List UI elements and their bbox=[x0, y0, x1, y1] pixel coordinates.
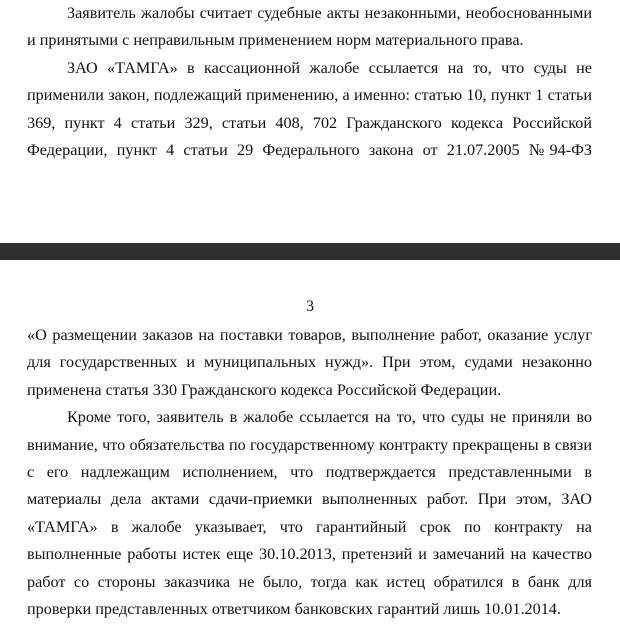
page-number: 3 bbox=[306, 298, 314, 315]
bottom-page-text bbox=[27, 322, 592, 623]
paragraph-applicant-opinion: Заявитель жалобы считает судебные акты незаконными, необоснованными и принятыми с неправильным применением норм материального права. bbox=[27, 4, 592, 50]
paragraph-obligations-terminated: Кроме того, заявитель в жалобе ссылается на то, что суды не приняли во внимание, что обязательства по государственному контракту прекращены в связи с его надлежащим исполнением, что подтверждается представленными в материалы дела актами сдачи-приемки выполненных работ. При этом, ЗАО «ТАМГА» в жалобе указывает, что гарантийный срок по контракту на выполненные работы истек еще 30.10.2013, претензий и замечаний на качество работ со стороны заказчика не было, тогда как истец обратился в банк для проверки представленных ответчиком банковских гарантий лишь 10.01.2014. bbox=[27, 408, 592, 619]
top-page-text bbox=[27, 0, 592, 164]
page-separator bbox=[0, 243, 620, 260]
paragraph-zao-tamga-claim: ЗАО «ТАМГА» в кассационной жалобе ссылается на то, что суды не применили закон, подлежащий применению, а именно: статью 10, пункт 1 статьи 369, пункт 4 статьи 329, статьи 408, 702 Гражданского кодекса Российской Федерации, пункт 4 статьи 29 Федерального закона от 21.07.2005 №94-ФЗ bbox=[27, 58, 592, 160]
paragraph-law-title-continuation: «О размещении заказов на поставки товаров, выполнение работ, оказание услуг для государственных и муниципальных нужд». При этом, судами незаконно применена статья 330 Гражданского кодекса Российской Федерации. bbox=[27, 326, 592, 399]
